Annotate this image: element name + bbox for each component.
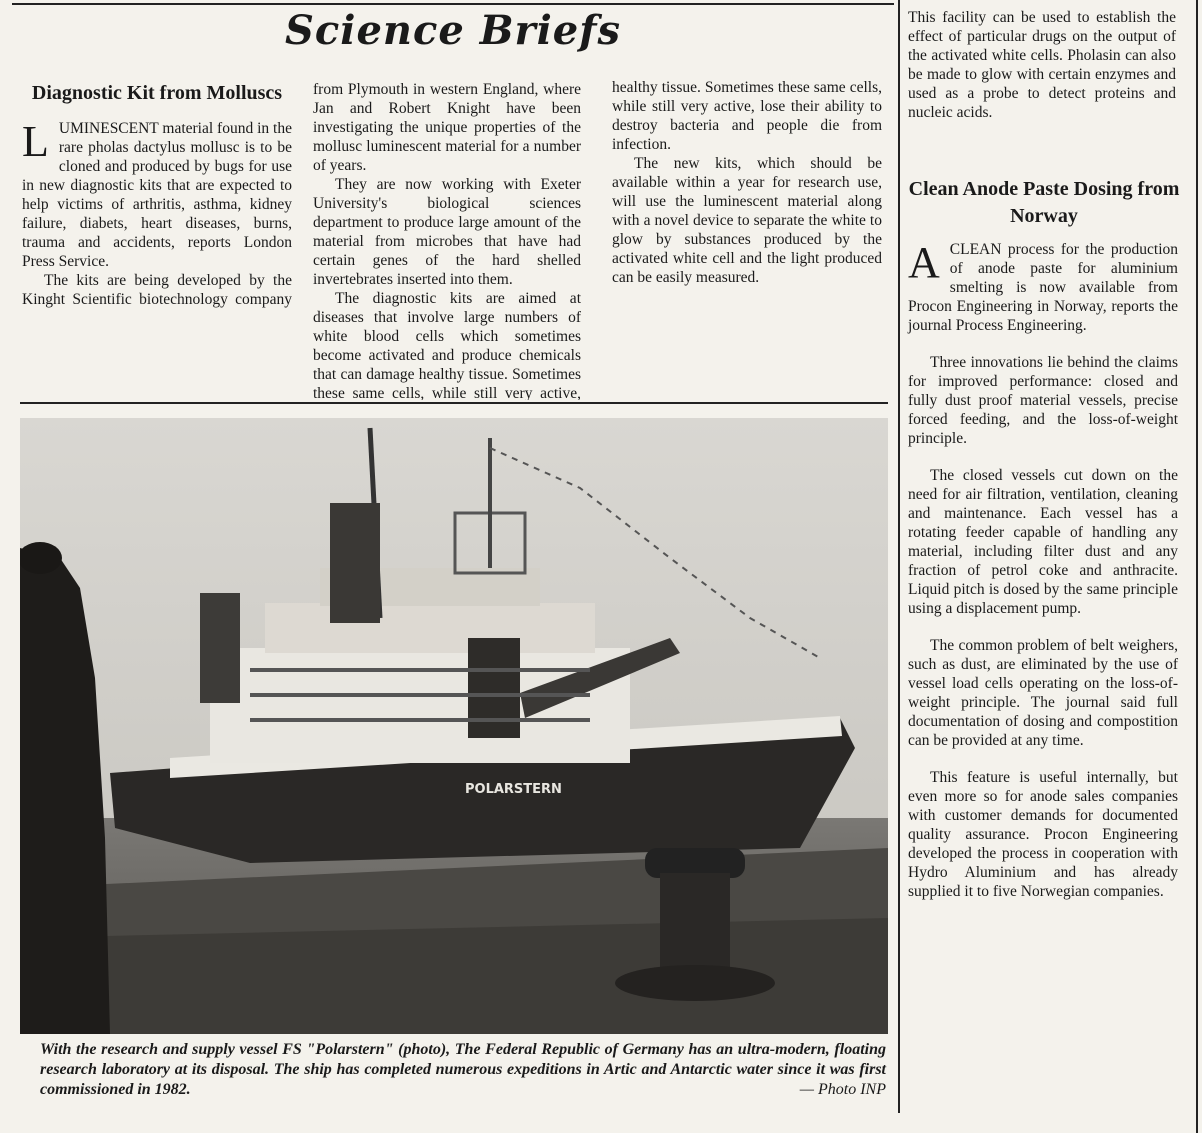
article-headline: Diagnostic Kit from Molluscs bbox=[31, 82, 283, 104]
photo-credit: — Photo INP bbox=[799, 1081, 886, 1098]
ship-photo bbox=[20, 418, 888, 1034]
lead-paragraph: ACLEAN process for the production of anode paste for aluminium smelting is now available from Procon Engineering in Norway, reports the journal Process Engineering. bbox=[908, 238, 1178, 334]
paragraph-2-continued: from Plymouth in western England, where Jan and Robert Knight have been investigating the unique properties of the mollusc luminescent material for a number of years. bbox=[313, 81, 581, 174]
paragraph-3: They are now working with Exeter University's biological sciences department to produce large amount of the material from microbes that have had certain genes of the hard shelled invertebrates inserted into them. bbox=[313, 176, 581, 288]
paragraph-4-start: The diagnostic kits are aimed at diseases that involve large numbers of white blood cells which sometimes become activated and produce chemicals that can damage healthy tissue. Sometimes these same cells, while still very active, bbox=[313, 290, 581, 400]
article-anode-paste bbox=[904, 176, 1184, 230]
article-diagnostic-kit bbox=[22, 80, 292, 309]
paragraph-2-start: The kits are being developed by the Kinght Scientific biotechnology company bbox=[22, 272, 292, 308]
paragraph-6: This facility can be used to establish the effect of particular drugs on the output of the activated white cells. Pholasin can also be made to glow with certain enzymes and used as a probe to detect proteins and nucleic acids. bbox=[908, 9, 1176, 121]
article-column-2 bbox=[313, 80, 581, 400]
drop-cap: A bbox=[908, 238, 940, 287]
top-rule bbox=[12, 3, 894, 5]
photo-caption: With the research and supply vessel FS "Polarstern" (photo), The Federal Republic of Germany has an ultra-modern, floating research laboratory at its disposal. The ship has completed numerous expeditions in Artic and Antarctic water since it was first commissioned in 1982. — Photo INP bbox=[40, 1041, 886, 1098]
column-divider bbox=[898, 0, 900, 1113]
ship-name-text: POLARSTERN bbox=[465, 782, 562, 797]
masthead-title: Science Briefs bbox=[285, 7, 621, 54]
paragraph-5: This feature is useful internally, but even more so for anode sales companies with customer demands for documented quality assurance. Procon Engineering developed the process in cooperation with Hydro Aluminium and has already supplied it to five Norwegian companies. bbox=[908, 769, 1178, 900]
article-column-1 bbox=[22, 119, 292, 309]
page-edge-rule bbox=[1196, 0, 1198, 1133]
lead-paragraph: LUMINESCENT material found in the rare pholas dactylus mollusc is to be cloned and produced by bugs for use in new diagnostic kits that are expected to help victims of arthritis, asthma, kidney failure, diabets, heart diseases, burns, trauma and accidents, reports London Press Service. bbox=[22, 117, 292, 270]
article-headline: Clean Anode Paste Dosing from Norway bbox=[908, 178, 1180, 227]
paragraph-5: The new kits, which should be available within a year for research use, will use the luminescent material along with a novel device to separate the white to glow by substances produced by the activated white cell and the light produced can be easily measured. bbox=[612, 155, 882, 286]
article-column-3 bbox=[612, 78, 882, 400]
paragraph-4: The common problem of belt weighers, such as dust, are eliminated by the use of vessel load cells operating on the loss-of-weight principle. The journal said full documentation of dosing and compostition can be provided at any time. bbox=[908, 637, 1178, 749]
polarstern-ship-image bbox=[20, 418, 888, 1034]
paragraph-4-continued: healthy tissue. Sometimes these same cells, while still very active, lose their ability to destroy bacteria and people die from infection. bbox=[612, 79, 882, 153]
drop-cap: L bbox=[22, 117, 49, 166]
paragraph-3: The closed vessels cut down on the need for air filtration, ventilation, cleaning and maintenance. Each vessel has a rotating feeder capable of handling any material, including filter dust and any fraction of petrol coke and anthracite. Liquid pitch is dosed by the same principle using a displacement pump. bbox=[908, 467, 1178, 617]
article-anode-body bbox=[908, 240, 1178, 901]
section-rule bbox=[20, 402, 888, 404]
article-column-4 bbox=[908, 8, 1176, 122]
paragraph-2: Three innovations lie behind the claims for improved performance: closed and fully dust proof material vessels, precise forced feeding, and the loss-of-weight principle. bbox=[908, 354, 1178, 447]
